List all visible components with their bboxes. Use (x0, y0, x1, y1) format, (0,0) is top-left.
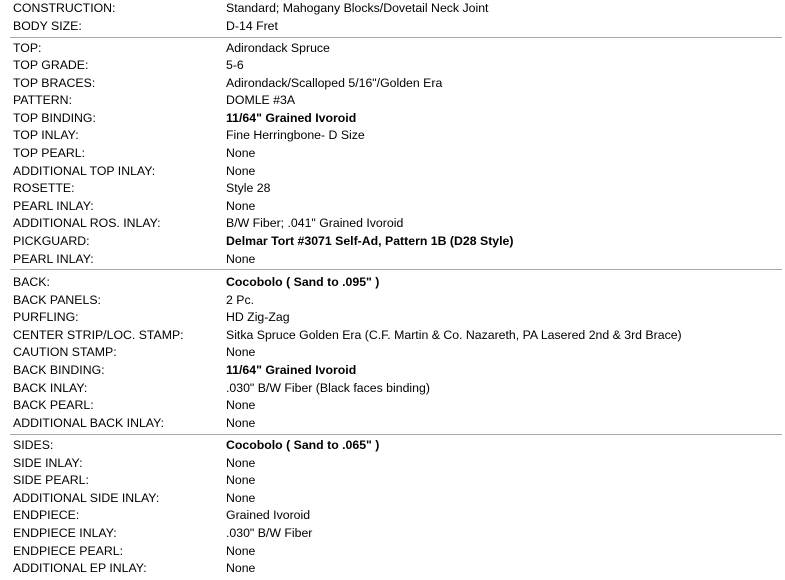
spec-label: SIDE INLAY: (13, 455, 83, 470)
spec-label: ENDPIECE PEARL: (13, 543, 124, 558)
spec-row (0, 525, 785, 543)
spec-value: None (226, 543, 256, 558)
spec-label: ENDPIECE INLAY: (13, 525, 117, 540)
section-sides (0, 437, 785, 578)
spec-value: Grained Ivoroid (226, 508, 311, 523)
spec-value: HD Zig-Zag (226, 310, 290, 325)
spec-value: Style 28 (226, 181, 271, 196)
spec-value: 2 Pc. (226, 292, 255, 307)
section-divider (10, 269, 782, 270)
spec-label: ROSETTE: (13, 181, 75, 196)
spec-row (0, 92, 785, 110)
spec-value: Adirondack/Scalloped 5/16"/Golden Era (226, 75, 443, 90)
spec-row (0, 507, 785, 525)
spec-label: CENTER STRIP/LOC. STAMP: (13, 327, 184, 342)
section-divider (10, 434, 782, 435)
spec-value: None (226, 455, 256, 470)
spec-row (0, 180, 785, 198)
spec-label: BACK INLAY: (13, 380, 88, 395)
spec-value: 5-6 (226, 58, 244, 73)
spec-label: ADDITIONAL ROS. INLAY: (13, 216, 161, 231)
spec-label: TOP GRADE: (13, 58, 89, 73)
spec-row (0, 40, 785, 58)
spec-row (0, 397, 785, 415)
spec-row (0, 18, 785, 36)
spec-value: Sitka Spruce Golden Era (C.F. Martin & Co. Nazareth, PA Lasered 2nd & 3rd Brace) (226, 327, 682, 342)
spec-label: PURFLING: (13, 310, 79, 325)
spec-value: .030" B/W Fiber (226, 525, 313, 540)
spec-value: B/W Fiber; .041" Grained Ivoroid (226, 216, 404, 231)
spec-value: None (226, 415, 256, 430)
spec-row (0, 362, 785, 380)
spec-label: ENDPIECE: (13, 508, 80, 523)
spec-label: ADDITIONAL EP INLAY: (13, 561, 147, 576)
spec-label: ADDITIONAL SIDE INLAY: (13, 490, 160, 505)
spec-label: CONSTRUCTION: (13, 1, 116, 15)
spec-label: TOP PEARL: (13, 146, 85, 161)
spec-label: BACK PANELS: (13, 292, 101, 307)
spec-label: BACK BINDING: (13, 362, 105, 377)
spec-row (0, 57, 785, 75)
spec-value: None (226, 163, 256, 178)
section-divider (10, 37, 782, 38)
spec-label: CAUTION STAMP: (13, 345, 117, 360)
spec-value: 11/64" Grained Ivoroid (226, 110, 357, 125)
spec-label: TOP: (13, 40, 42, 55)
spec-row (0, 251, 785, 269)
spec-value: None (226, 398, 256, 413)
spec-row (0, 75, 785, 93)
spec-row (0, 490, 785, 508)
spec-value: Fine Herringbone- D Size (226, 128, 365, 143)
spec-label: SIDES: (13, 438, 54, 452)
spec-row (0, 543, 785, 561)
spec-value: None (226, 473, 256, 488)
spec-label: BACK PEARL: (13, 398, 94, 413)
spec-row (0, 274, 785, 292)
spec-label: TOP INLAY: (13, 128, 79, 143)
spec-value: None (226, 146, 256, 161)
spec-label: BACK: (13, 275, 50, 289)
spec-label: ADDITIONAL TOP INLAY: (13, 163, 156, 178)
spec-label: TOP BINDING: (13, 110, 96, 125)
spec-value: Adirondack Spruce (226, 40, 330, 55)
spec-row (0, 292, 785, 310)
spec-value: None (226, 490, 256, 505)
spec-row (0, 327, 785, 345)
spec-label: SIDE PEARL: (13, 473, 89, 488)
spec-row (0, 344, 785, 362)
spec-value: None (226, 345, 256, 360)
spec-value: Cocobolo ( Sand to .095" ) (226, 275, 380, 289)
spec-label: PATTERN: (13, 93, 72, 108)
spec-label: PEARL INLAY: (13, 198, 94, 213)
section-construction (0, 0, 785, 35)
spec-row (0, 380, 785, 398)
spec-row (0, 0, 785, 18)
spec-value: None (226, 561, 256, 576)
spec-row (0, 415, 785, 433)
spec-value: DOMLE #3A (226, 93, 296, 108)
spec-row (0, 455, 785, 473)
spec-row (0, 309, 785, 327)
spec-row (0, 145, 785, 163)
spec-value: 11/64" Grained Ivoroid (226, 362, 357, 377)
spec-value: .030" B/W Fiber (Black faces binding) (226, 380, 430, 395)
spec-row (0, 215, 785, 233)
spec-row (0, 472, 785, 490)
spec-value: None (226, 251, 256, 266)
spec-value: D-14 Fret (226, 18, 278, 33)
spec-label: TOP BRACES: (13, 75, 96, 90)
spec-label: PICKGUARD: (13, 234, 90, 249)
spec-row (0, 163, 785, 181)
section-back (0, 274, 785, 432)
spec-value: None (226, 198, 256, 213)
spec-row (0, 110, 785, 128)
spec-value: Cocobolo ( Sand to .065" ) (226, 438, 380, 452)
spec-row (0, 198, 785, 216)
spec-label: PEARL INLAY: (13, 251, 94, 266)
spec-value: Delmar Tort #3071 Self-Ad, Pattern 1B (D28 Style) (226, 234, 514, 249)
spec-row (0, 233, 785, 251)
spec-row (0, 437, 785, 455)
spec-value: Standard; Mahogany Blocks/Dovetail Neck Joint (226, 1, 489, 15)
spec-label: BODY SIZE: (13, 18, 82, 33)
spec-row (0, 127, 785, 145)
spec-row (0, 560, 785, 578)
section-top (0, 40, 785, 269)
spec-label: ADDITIONAL BACK INLAY: (13, 415, 165, 430)
